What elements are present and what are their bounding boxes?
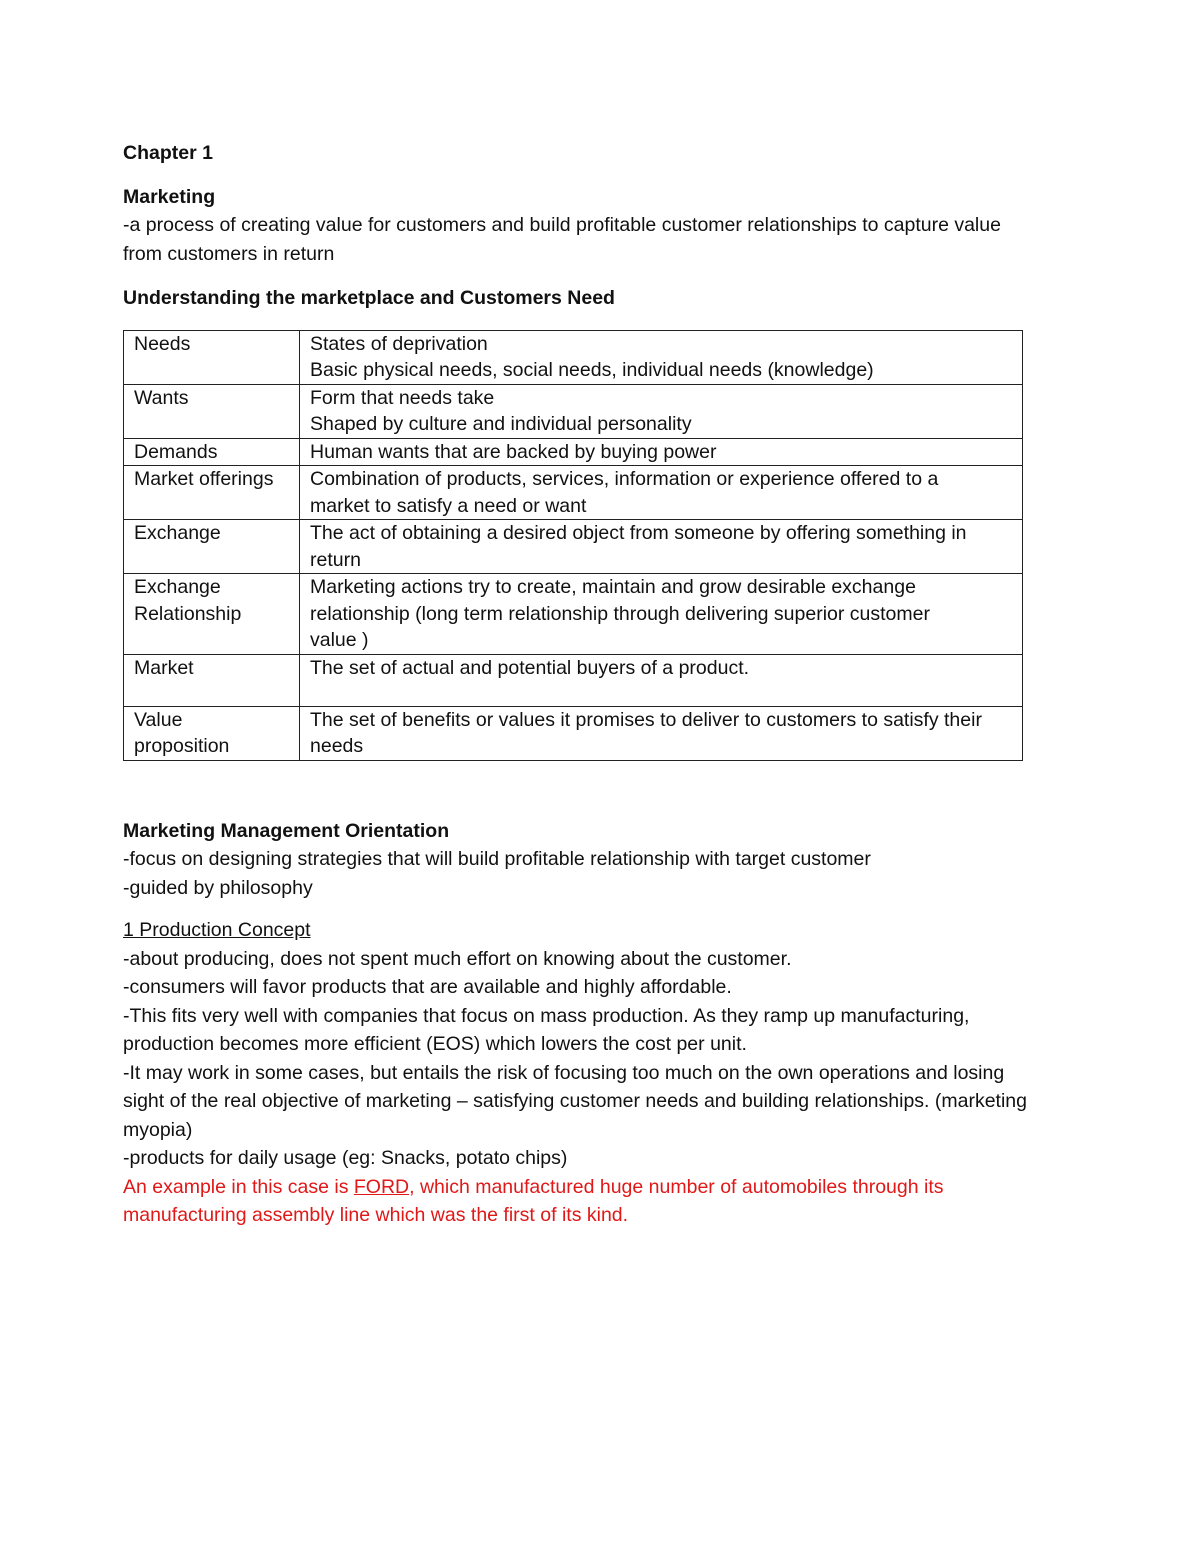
definition-cell xyxy=(300,520,1023,574)
definition-cell xyxy=(300,330,1023,384)
marketing-heading: Marketing xyxy=(123,185,216,208)
term-line: Value xyxy=(134,708,183,731)
definition-line: Marketing actions try to create, maintain and grow desirable exchange xyxy=(310,576,916,598)
term-cell: Market xyxy=(124,654,300,706)
table-row xyxy=(124,706,1023,760)
table-row xyxy=(124,520,1023,574)
term-line: Relationship xyxy=(134,602,242,625)
table-row xyxy=(124,330,1023,384)
production-line: sight of the real objective of marketing – satisfying customer needs and building relationships. (marketing xyxy=(123,1090,1027,1112)
definition-cell xyxy=(300,384,1023,438)
definition-line: Shaped by culture and individual personality xyxy=(310,413,692,435)
table-row xyxy=(124,574,1023,655)
example-prefix: An example in this case is xyxy=(123,1175,354,1198)
definition-line: market to satisfy a need or want xyxy=(310,494,587,517)
orientation-heading: Marketing Management Orientation xyxy=(123,819,450,842)
page-content xyxy=(123,139,1063,1230)
marketing-definition-line-2: from customers in return xyxy=(123,242,335,265)
definition-cell xyxy=(300,706,1023,760)
term-line: proposition xyxy=(134,735,230,757)
definition-line: relationship (long term relationship through delivering superior customer xyxy=(310,602,930,625)
definition-line: The act of obtaining a desired object from someone by offering something in xyxy=(310,522,967,544)
marketplace-terms-table xyxy=(123,330,1023,761)
production-line: -products for daily usage (eg: Snacks, potato chips) xyxy=(123,1147,568,1169)
definition-line: Form that needs take xyxy=(310,386,495,409)
production-line: -It may work in some cases, but entails the risk of focusing too much on the own operations and losing xyxy=(123,1061,1005,1084)
ford-brand-text: FORD xyxy=(353,1175,410,1198)
term-line: Exchange xyxy=(134,576,221,598)
definition-cell xyxy=(300,574,1023,655)
definition-line: The set of actual and potential buyers of a product. xyxy=(310,656,750,679)
definition-line: States of deprivation xyxy=(310,332,488,355)
definition-line: value ) xyxy=(310,629,369,651)
definition-line: Basic physical needs, social needs, individual needs (knowledge) xyxy=(310,359,874,381)
production-line: -consumers will favor products that are available and highly affordable. xyxy=(123,976,732,998)
table-row xyxy=(124,466,1023,520)
chapter-title: Chapter 1 xyxy=(123,142,213,164)
term-cell xyxy=(124,706,300,760)
production-line: -about producing, does not spent much effort on knowing about the customer. xyxy=(123,947,792,970)
ford-example-line-2: manufacturing assembly line which was the first of its kind. xyxy=(123,1204,629,1226)
definition-line: return xyxy=(310,548,361,571)
table-row xyxy=(124,438,1023,466)
definition-cell xyxy=(300,438,1023,466)
production-line: myopia) xyxy=(123,1118,193,1141)
definition-cell xyxy=(300,654,1023,706)
term-cell xyxy=(124,574,300,655)
definition-line: Combination of products, services, information or experience offered to a xyxy=(310,468,939,490)
term-cell: Needs xyxy=(124,330,300,384)
definition-line: needs xyxy=(310,735,364,757)
term-cell: Exchange xyxy=(124,520,300,574)
marketing-definition-line-1: -a process of creating value for customers and build profitable customer relationships to capture value xyxy=(123,214,1001,236)
production-line: production becomes more efficient (EOS) which lowers the cost per unit. xyxy=(123,1033,747,1055)
term-cell: Market offerings xyxy=(124,466,300,520)
production-concept-heading: 1 Production Concept xyxy=(123,919,311,941)
ford-example-line-1 xyxy=(123,1173,1063,1202)
orientation-point: -guided by philosophy xyxy=(123,876,313,899)
marketplace-heading: Understanding the marketplace and Customers Need xyxy=(123,287,615,309)
orientation-point: -focus on designing strategies that will build profitable relationship with target customer xyxy=(123,848,871,870)
production-line: -This fits very well with companies that focus on mass production. As they ramp up manufacturing, xyxy=(123,1004,970,1027)
example-rest: , which manufactured huge number of automobiles through its xyxy=(409,1175,944,1198)
definition-line: Human wants that are backed by buying power xyxy=(310,440,717,463)
table-row xyxy=(124,384,1023,438)
definition-cell xyxy=(300,466,1023,520)
definition-line: The set of benefits or values it promises to deliver to customers to satisfy their xyxy=(310,708,982,731)
term-cell: Demands xyxy=(124,438,300,466)
term-cell: Wants xyxy=(124,384,300,438)
table-row xyxy=(124,654,1023,706)
